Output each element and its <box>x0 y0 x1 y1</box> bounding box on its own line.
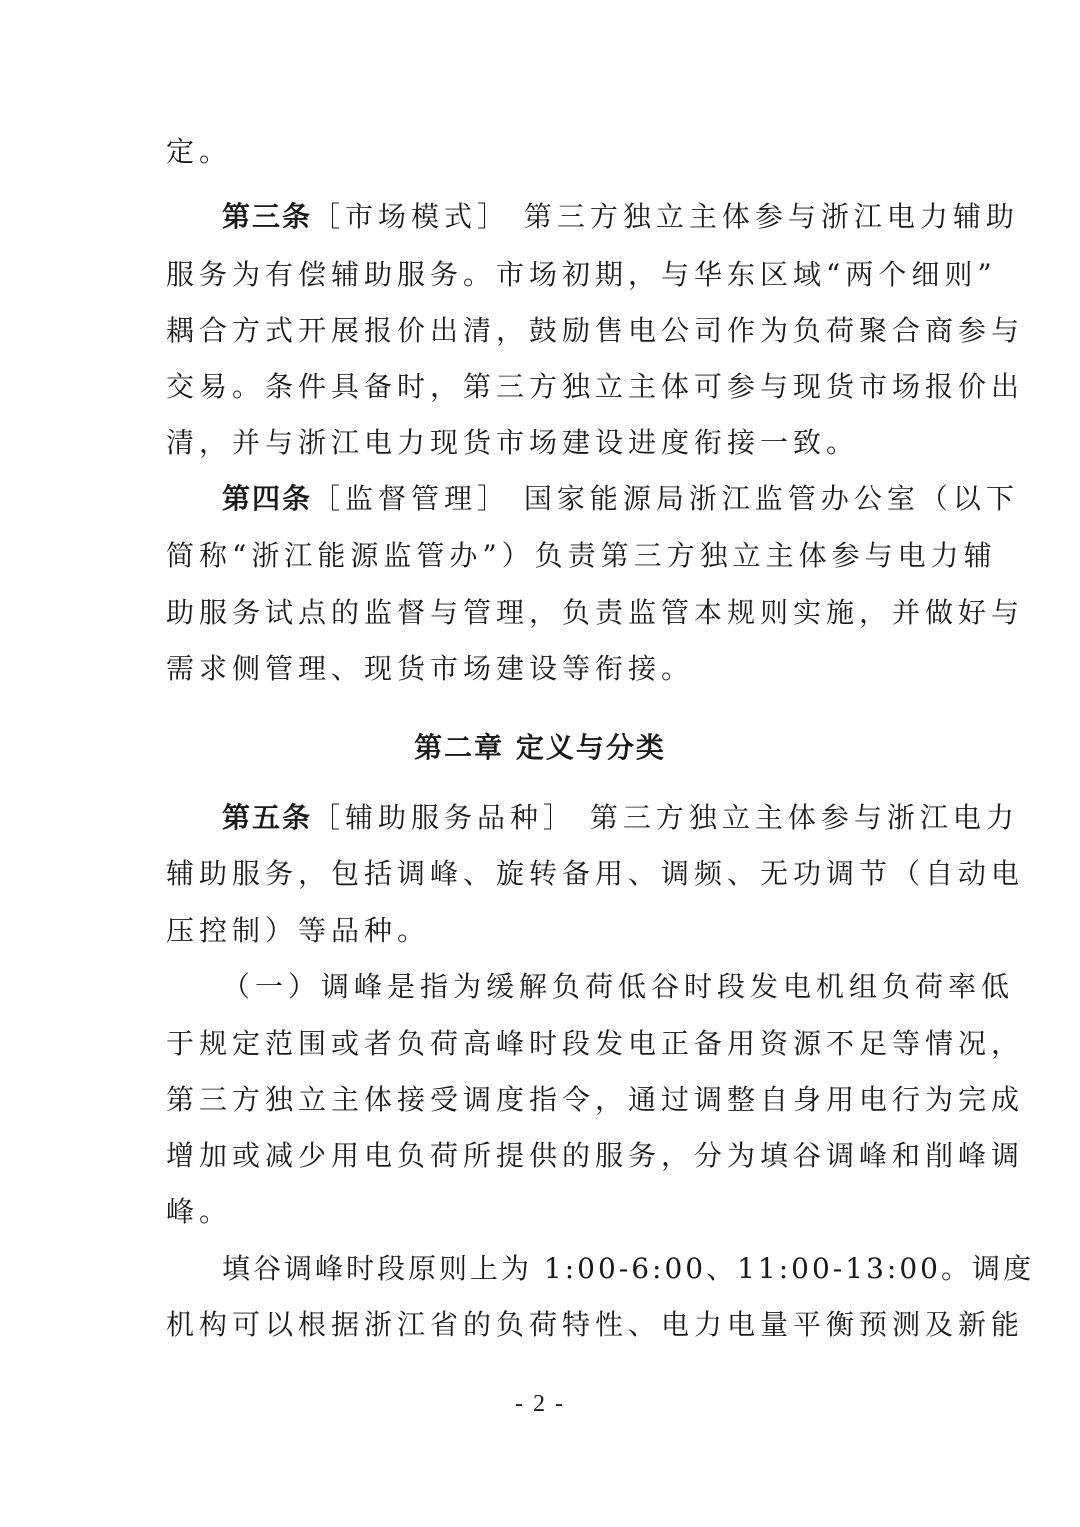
paragraph-line <box>166 651 694 687</box>
line-text: 于规定范围或者负荷高峰时段发电正备用资源不足等情况， <box>166 1027 1025 1060</box>
paragraph-line <box>166 134 232 170</box>
paragraph-line <box>166 1138 1025 1174</box>
line-text: 需求侧管理、现货市场建设等衔接。 <box>166 652 695 685</box>
line-text: ［辅助服务品种］ 第三方独立主体参与浙江电力 <box>312 801 1019 834</box>
line-text: 助服务试点的监督与管理，负责监管本规则实施，并做好与 <box>166 596 1025 629</box>
paragraph-line <box>166 913 430 949</box>
line-text: 第三方独立主体接受调度指令，通过调整自身用电行为完成 <box>166 1083 1025 1116</box>
article-4-heading-line <box>222 481 1019 517</box>
line-text: 辅助服务，包括调峰、旋转备用、调频、无功调节（自动电 <box>166 857 1025 890</box>
line-text: 简称“浙江能源监管办”）负责第三方独立主体参与电力辅 <box>166 539 997 572</box>
paragraph-line <box>166 1082 1025 1118</box>
paragraph-line <box>166 595 1025 631</box>
line-text: 定。 <box>166 135 233 168</box>
paragraph-line <box>166 856 1025 892</box>
line-text: 耦合方式开展报价出清，鼓励售电公司作为负荷聚合商参与 <box>166 314 1025 347</box>
article-number: 第三条 <box>222 200 313 233</box>
article-5-heading-line <box>222 800 1019 836</box>
paragraph-line <box>222 969 1015 1005</box>
line-text: 清，并与浙江电力现货市场建设进度衔接一致。 <box>166 426 860 459</box>
line-text: 峰。 <box>166 1195 233 1228</box>
page-number: - 2 - <box>515 1391 565 1417</box>
line-text: 压控制）等品种。 <box>166 914 431 947</box>
line-text: 增加或减少用电负荷所提供的服务，分为填谷调峰和削峰调 <box>166 1139 1025 1172</box>
article-number: 第四条 <box>222 482 313 515</box>
article-3-heading-line <box>222 199 1019 235</box>
paragraph-line <box>166 1026 1025 1062</box>
line-text: 交易。条件具备时，第三方独立主体可参与现货市场报价出 <box>166 370 1025 403</box>
paragraph-line <box>166 257 997 293</box>
paragraph-line <box>166 1194 232 1230</box>
paragraph-line <box>166 538 997 574</box>
line-text: 机构可以根据浙江省的负荷特性、电力电量平衡预测及新能 <box>166 1308 1025 1341</box>
paragraph-line <box>166 369 1025 405</box>
line-text: 填谷调峰时段原则上为 1:00-6:00、11:00-13:00。调度 <box>222 1252 1034 1285</box>
chapter-heading: 第二章 定义与分类 <box>414 731 666 764</box>
paragraph-line <box>222 1251 1034 1287</box>
paragraph-line <box>166 1307 1025 1343</box>
paragraph-line <box>166 313 1025 349</box>
paragraph-line <box>166 425 859 461</box>
article-number: 第五条 <box>222 801 313 834</box>
line-text: ［监督管理］ 国家能源局浙江监管办公室（以下 <box>312 482 1019 515</box>
line-text: （一）调峰是指为缓解负荷低谷时段发电机组负荷率低 <box>222 970 1015 1003</box>
line-text: ［市场模式］ 第三方独立主体参与浙江电力辅助 <box>312 200 1019 233</box>
line-text: 服务为有偿辅助服务。市场初期，与华东区域“两个细则” <box>166 258 997 291</box>
